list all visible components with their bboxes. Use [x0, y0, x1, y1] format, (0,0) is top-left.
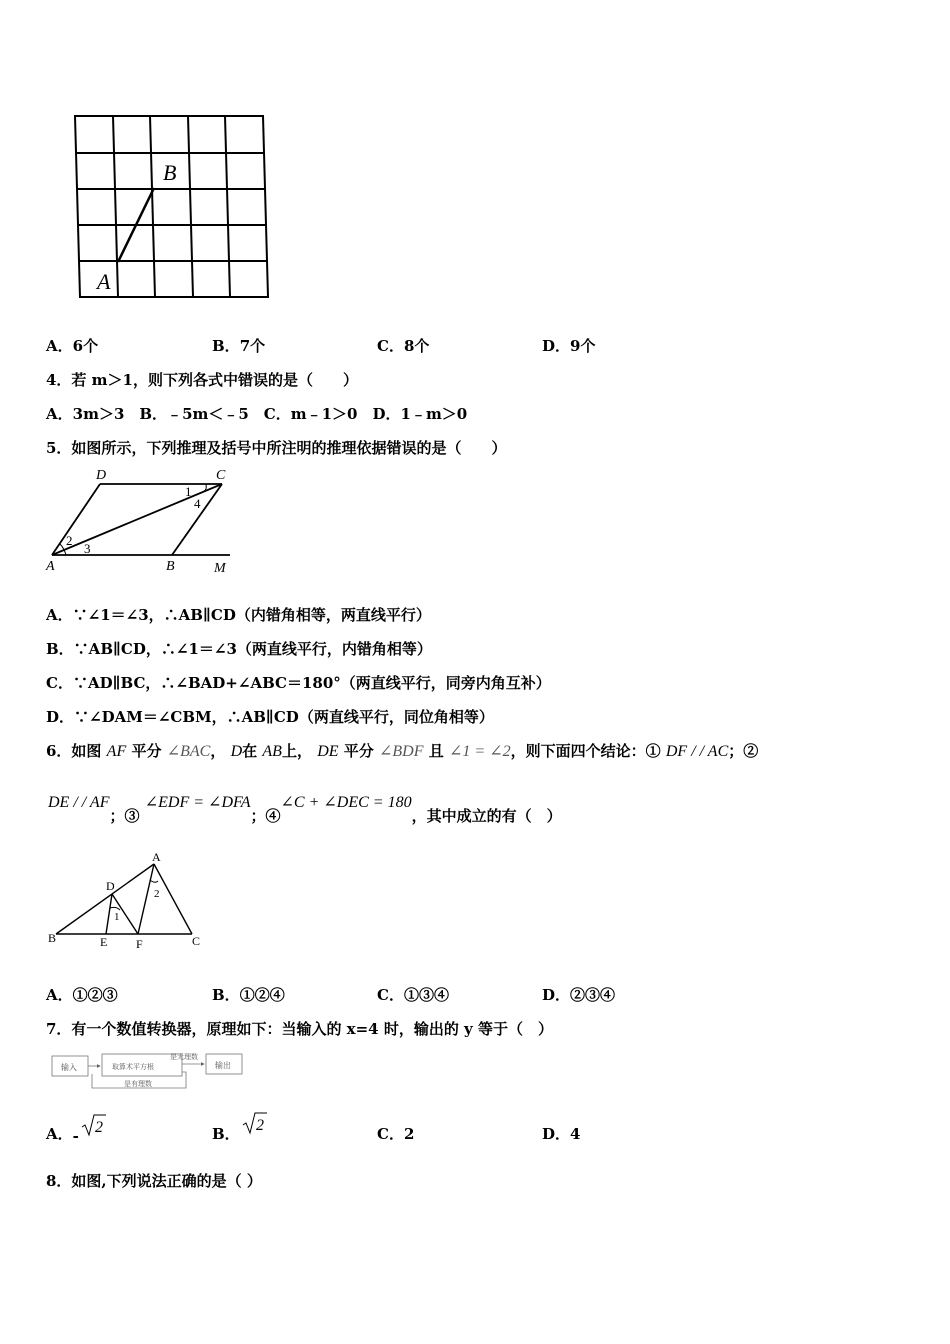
q6-conclusion-3: ∠EDF = ∠DFA	[144, 794, 251, 811]
q8-stem: 8．如图,下列说法正确的是（ ）	[46, 1172, 262, 1190]
q6-option-d: D．②③④	[542, 986, 616, 1004]
q7-option-b-sqrt	[242, 1111, 268, 1137]
flow-process-label: 取算术平方根	[112, 1063, 154, 1071]
flow-rational-label: 是有理数	[124, 1080, 152, 1088]
q7-option-a-radicand: 2	[95, 1119, 103, 1136]
q7-option-b-radicand: 2	[256, 1117, 264, 1134]
q5-stem: 5．如图所示，下列推理及括号中所注明的推理依据错误的是（ ）	[46, 439, 507, 457]
q5-option-c: C．∵AD∥BC，∴∠BAD+∠ABC＝180°（两直线平行，同旁内角互补）	[46, 674, 551, 692]
q7-option-d: D．4	[542, 1125, 581, 1143]
q7-flow-diagram	[50, 1050, 250, 1092]
q5-option-b: B．∵AB∥CD，∴∠1＝∠3（两直线平行，内错角相等）	[46, 640, 432, 658]
q7-stem: 7．有一个数值转换器，原理如下：当输入的 x=4 时，输出的 y 等于（ ）	[46, 1020, 553, 1038]
q6-conclusion-1: DF / / AC	[665, 743, 729, 760]
q5-option-a: A．∵∠1＝∠3，∴AB∥CD（内错角相等，两直线平行）	[46, 606, 431, 624]
q5-label-b: B	[166, 559, 175, 574]
q5-label-a: A	[46, 559, 55, 574]
q6-label-c: C	[192, 934, 201, 948]
q5-option-d: D．∵∠DAM＝∠CBM，∴AB∥CD（两直线平行，同位角相等）	[46, 708, 494, 726]
q6-stem-line2: DE / / AF；③ ∠EDF = ∠DFA；④∠C + ∠DEC = 180，其中成立的有（ ）	[48, 794, 562, 825]
grid-figure	[70, 112, 280, 302]
q6-label-d: D	[106, 879, 115, 893]
q6-option-c: C．①③④	[377, 986, 449, 1004]
q6-angle-1: 1	[114, 911, 120, 923]
q6-conclusion-2: DE / / AF	[48, 794, 110, 811]
grid-label-a: A	[97, 269, 111, 294]
q6-af: AF	[106, 743, 127, 760]
q5-angle-4: 4	[194, 496, 201, 511]
q6-conclusion-4: ∠C + ∠DEC = 180	[280, 794, 412, 811]
q6-angle-2: 2	[154, 888, 160, 900]
q6-stem-line1: 6．如图 AF 平分 ∠BAC， D在 AB上， DE 平分 ∠BDF 且 ∠1 = ∠2，则下面四个结论：① DF / / AC；②	[46, 742, 759, 760]
q7-option-c: C．2	[377, 1125, 415, 1143]
q6-label-e: E	[100, 935, 108, 949]
q6-label-f: F	[136, 937, 143, 951]
q6-option-b: B．①②④	[212, 986, 285, 1004]
q5-label-m: M	[214, 561, 226, 576]
q6-figure	[46, 848, 216, 950]
q5-angle-1: 1	[185, 484, 192, 499]
q5-figure	[44, 466, 244, 578]
q6-label-b: B	[48, 931, 57, 945]
q3-option-a: A．6个	[46, 337, 99, 355]
q7-option-a-sqrt	[81, 1113, 107, 1139]
flow-output-label: 输出	[215, 1061, 231, 1070]
q6-label-a: A	[152, 850, 161, 864]
q5-label-d: D	[96, 468, 107, 483]
q5-angle-3: 3	[84, 541, 91, 556]
q7-option-a: A．-	[46, 1125, 79, 1145]
q5-angle-2: 2	[66, 533, 73, 548]
q6-angle-bac: ∠BAC	[166, 743, 211, 760]
q3-option-d: D．9个	[542, 337, 596, 355]
grid-label-b: B	[163, 160, 177, 185]
flow-irrational-label: 是无理数	[170, 1053, 198, 1061]
q3-option-c: C．8个	[377, 337, 430, 355]
q4-stem: 4．若 m＞1，则下列各式中错误的是（ ）	[46, 371, 358, 389]
q4-options: A．3m＞3 B．﹣5m＜﹣5 C．m﹣1＞0 D．1﹣m＞0	[46, 405, 468, 423]
q7-option-b: B．	[212, 1125, 240, 1143]
flow-input-label: 输入	[61, 1063, 77, 1072]
q5-label-c: C	[216, 468, 226, 483]
q6-option-a: A．①②③	[46, 986, 118, 1004]
q3-option-b: B．7个	[212, 337, 266, 355]
